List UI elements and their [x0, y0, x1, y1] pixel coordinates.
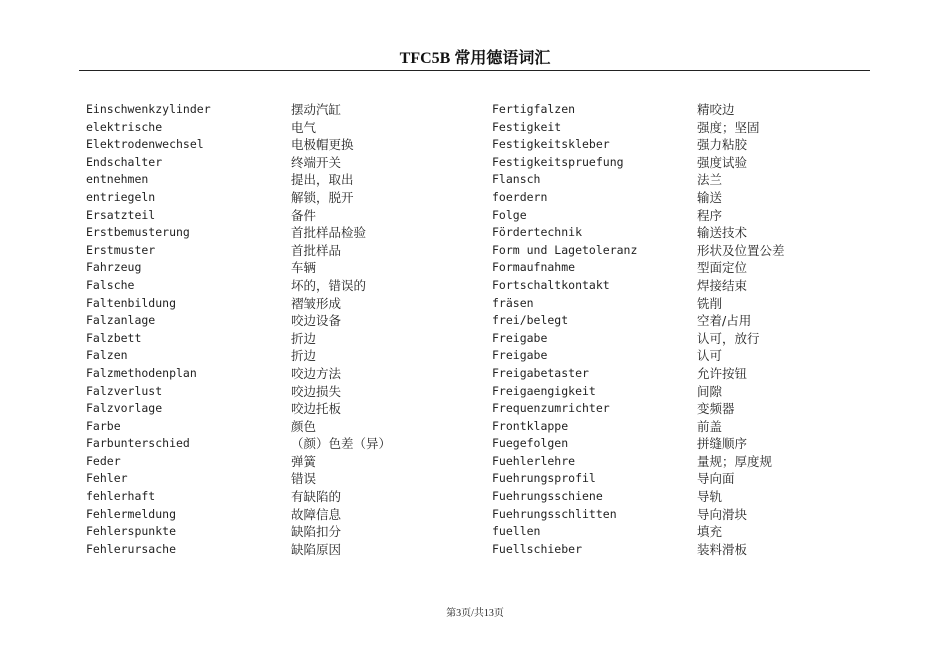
chinese-translation: 空着/占用: [697, 313, 752, 329]
german-term: Fördertechnik: [492, 225, 583, 240]
glossary-entry: [492, 154, 892, 172]
chinese-translation: 折边: [291, 348, 317, 364]
glossary-entry: [492, 207, 892, 225]
glossary-entry: [86, 224, 486, 242]
glossary-entry: [492, 400, 892, 418]
chinese-translation: 咬边损失: [291, 383, 342, 399]
chinese-translation: 解锁，脱开: [291, 189, 354, 205]
glossary-entry: [86, 171, 486, 189]
chinese-translation: 间隙: [697, 383, 723, 399]
german-term: Frequenzumrichter: [492, 401, 610, 416]
glossary-entry: [86, 365, 486, 383]
chinese-translation: 电极帽更换: [291, 137, 354, 153]
chinese-translation: 导轨: [697, 489, 723, 505]
glossary-entry: [86, 506, 486, 524]
german-term: entnehmen: [86, 172, 149, 187]
german-term: Fehlerspunkte: [86, 524, 177, 539]
page-title: TFC5B 常用德语词汇: [399, 50, 551, 67]
chinese-translation: 错误: [291, 471, 317, 487]
chinese-translation: 法兰: [697, 172, 723, 188]
chinese-translation: 摆动汽缸: [291, 102, 342, 117]
glossary-entry: [492, 330, 892, 348]
german-term: fräsen: [492, 295, 534, 310]
glossary-entry: [492, 295, 892, 313]
chinese-translation: 备件: [291, 207, 317, 223]
german-term: Formaufnahme: [492, 260, 576, 275]
german-term: Form und Lagetoleranz: [492, 242, 638, 257]
chinese-translation: 输送: [697, 189, 723, 205]
german-term: Freigabe: [492, 330, 548, 345]
german-term: Falzverlust: [86, 383, 163, 398]
chinese-translation: （颜）色差（异）: [291, 436, 392, 452]
glossary-entry: [86, 242, 486, 260]
glossary-entry: [492, 418, 892, 436]
glossary-entry: [86, 541, 486, 559]
glossary-entry: [86, 383, 486, 401]
glossary-entry: [86, 312, 486, 330]
glossary-entry: [492, 541, 892, 559]
german-term: Fehlermeldung: [86, 506, 177, 521]
german-term: Falsche: [86, 277, 135, 292]
chinese-translation: 弹簧: [291, 453, 317, 469]
glossary-entry: [492, 136, 892, 154]
german-term: Folge: [492, 207, 527, 222]
glossary-entry: [492, 347, 892, 365]
german-term: Fertigfalzen: [492, 102, 576, 116]
glossary-entry: [492, 259, 892, 277]
glossary-entry: [492, 312, 892, 330]
chinese-translation: 咬边方法: [291, 365, 342, 381]
glossary-entry: [86, 347, 486, 365]
german-term: Faltenbildung: [86, 295, 177, 310]
glossary-column-right: [492, 101, 892, 558]
chinese-translation: 拼缝顺序: [697, 436, 748, 452]
chinese-translation: 强力粘胶: [697, 137, 748, 153]
title-divider: [79, 70, 870, 71]
glossary-entry: [86, 330, 486, 348]
chinese-translation: 故障信息: [291, 506, 342, 522]
german-term: Fuehrungsschiene: [492, 489, 603, 504]
glossary-entry: [492, 171, 892, 189]
chinese-translation: 允许按钮: [697, 365, 748, 381]
german-term: frei/belegt: [492, 313, 569, 328]
german-term: Erstbemusterung: [86, 225, 190, 240]
chinese-translation: 精咬边: [697, 102, 735, 117]
glossary-entry: [86, 154, 486, 172]
chinese-translation: 装料滑板: [697, 541, 748, 557]
german-term: Freigabe: [492, 348, 548, 363]
german-term: fehlerhaft: [86, 489, 156, 504]
german-term: Falzvorlage: [86, 401, 163, 416]
chinese-translation: 铣削: [697, 295, 723, 311]
glossary-entry: [86, 418, 486, 436]
chinese-translation: 褶皱形成: [291, 295, 342, 311]
glossary-entry: [492, 435, 892, 453]
chinese-translation: 咬边托板: [291, 401, 342, 417]
german-term: Fahrzeug: [86, 260, 142, 275]
german-term: Endschalter: [86, 154, 163, 169]
glossary-entry: [86, 259, 486, 277]
german-term: Falzbett: [86, 330, 142, 345]
chinese-translation: 强度试验: [697, 154, 748, 170]
chinese-translation: 有缺陷的: [291, 489, 342, 505]
chinese-translation: 输送技术: [697, 225, 748, 241]
glossary-entry: [86, 277, 486, 295]
chinese-translation: 量规；厚度规: [697, 453, 773, 469]
glossary-column-left: [86, 101, 486, 558]
glossary-entry: [492, 488, 892, 506]
glossary-entry: [492, 101, 892, 119]
german-term: Fuehrungsschlitten: [492, 506, 617, 521]
glossary-entry: [86, 295, 486, 313]
glossary-entry: [492, 506, 892, 524]
chinese-translation: 导向面: [697, 471, 735, 487]
chinese-translation: 缺陷原因: [291, 541, 342, 557]
glossary-entry: [86, 189, 486, 207]
chinese-translation: 坏的，错误的: [291, 277, 367, 293]
glossary-entry: [492, 383, 892, 401]
german-term: Festigkeitspruefung: [492, 154, 624, 169]
german-term: Fehlerursache: [86, 541, 177, 556]
german-term: Fuegefolgen: [492, 436, 569, 451]
glossary-entry: [492, 365, 892, 383]
chinese-translation: 焊接结束: [697, 277, 748, 293]
german-term: Fehler: [86, 471, 128, 486]
chinese-translation: 程序: [697, 207, 723, 223]
chinese-translation: 终端开关: [291, 154, 342, 170]
chinese-translation: 填充: [697, 524, 723, 540]
german-term: Elektrodenwechsel: [86, 137, 204, 152]
german-term: Freigaengigkeit: [492, 383, 596, 398]
chinese-translation: 颜色: [291, 418, 317, 434]
german-term: Falzanlage: [86, 313, 156, 328]
chinese-translation: 前盖: [697, 418, 723, 434]
glossary-entry: [492, 242, 892, 260]
german-term: Frontklappe: [492, 418, 569, 433]
chinese-translation: 认可，放行: [697, 330, 760, 346]
german-term: Festigkeit: [492, 119, 562, 134]
glossary-entry: [86, 470, 486, 488]
german-term: Farbe: [86, 418, 121, 433]
chinese-translation: 咬边设备: [291, 313, 342, 329]
glossary-entry: [86, 119, 486, 137]
glossary-entry: [492, 224, 892, 242]
chinese-translation: 电气: [291, 119, 317, 135]
chinese-translation: 缺陷扣分: [291, 524, 342, 540]
german-term: fuellen: [492, 524, 541, 539]
chinese-translation: 强度；坚固: [697, 119, 760, 135]
chinese-translation: 变频器: [697, 401, 735, 417]
glossary-entry: [86, 523, 486, 541]
glossary-entry: [86, 453, 486, 471]
german-term: Erstmuster: [86, 242, 156, 257]
glossary-entry: [492, 189, 892, 207]
chinese-translation: 首批样品检验: [291, 225, 367, 241]
german-term: Farbunterschied: [86, 436, 190, 451]
german-term: Fortschaltkontakt: [492, 277, 610, 292]
chinese-translation: 提出，取出: [291, 172, 354, 188]
chinese-translation: 折边: [291, 330, 317, 346]
chinese-translation: 形状及位置公差: [697, 242, 785, 258]
german-term: foerdern: [492, 189, 548, 204]
glossary-entry: [86, 435, 486, 453]
german-term: Fuehlerlehre: [492, 453, 576, 468]
chinese-translation: 车辆: [291, 260, 317, 276]
german-term: Flansch: [492, 172, 541, 187]
german-term: Falzmethodenplan: [86, 365, 197, 380]
german-term: Einschwenkzylinder: [86, 102, 211, 116]
german-term: Festigkeitskleber: [492, 137, 610, 152]
glossary-entry: [492, 277, 892, 295]
glossary-entry: [86, 101, 486, 119]
chinese-translation: 首批样品: [291, 242, 342, 258]
glossary-entry: [86, 488, 486, 506]
german-term: Feder: [86, 453, 121, 468]
glossary-entry: [86, 207, 486, 225]
glossary-entry: [492, 453, 892, 471]
glossary-entry: [492, 523, 892, 541]
glossary-entry: [86, 136, 486, 154]
german-term: Freigabetaster: [492, 365, 589, 380]
glossary-entry: [86, 400, 486, 418]
german-term: Falzen: [86, 348, 128, 363]
glossary-entry: [492, 119, 892, 137]
chinese-translation: 导向滑块: [697, 506, 748, 522]
glossary-entry: [492, 470, 892, 488]
chinese-translation: 认可: [697, 348, 723, 364]
german-term: elektrische: [86, 119, 163, 134]
german-term: entriegeln: [86, 189, 156, 204]
german-term: Fuellschieber: [492, 541, 583, 556]
german-term: Ersatzteil: [86, 207, 156, 222]
page-number: 第3页/共13页: [446, 608, 504, 619]
chinese-translation: 型面定位: [697, 260, 748, 276]
german-term: Fuehrungsprofil: [492, 471, 596, 486]
